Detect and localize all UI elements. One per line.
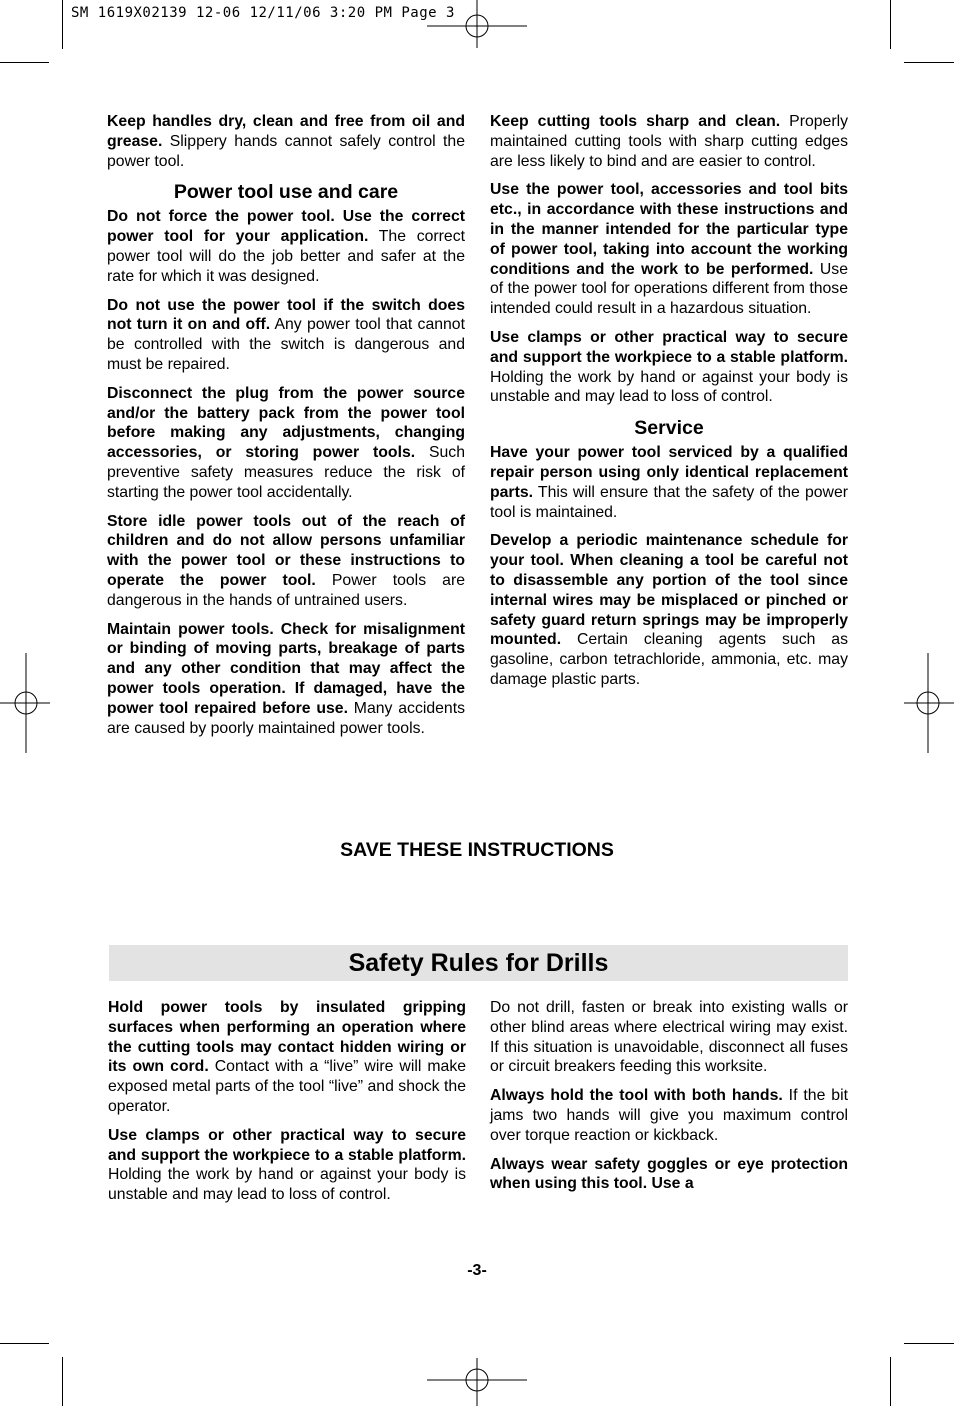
rule-lead: Use clamps or other practical way to secure and support the workpiece to a stable platform. — [108, 1126, 466, 1164]
registration-mark-icon — [0, 653, 50, 753]
rule-paragraph — [490, 112, 848, 171]
rule-paragraph — [107, 512, 465, 611]
rule-lead: Keep cutting tools sharp and clean. — [490, 113, 781, 130]
rule-lead: Do not force the power tool. Use the correct power tool for your application. — [107, 208, 465, 246]
rule-lead: Maintain power tools. Check for misalignment or binding of moving parts, breakage of parts and any other condition that may affect the power tools operation. If damaged, have the power tool repaired before use. — [107, 620, 465, 717]
rule-paragraph — [107, 296, 465, 375]
page-number: -3- — [467, 1262, 487, 1279]
rule-text: Slippery hands cannot safely control the power tool. — [107, 132, 465, 170]
section-banner: Safety Rules for Drills — [109, 945, 848, 981]
rule-text: Contact with a “live” wire will make exposed metal parts of the tool “live” and shock the operator. — [108, 1058, 467, 1115]
rule-paragraph — [490, 443, 848, 522]
rule-paragraph — [107, 384, 465, 503]
rule-lead: Disconnect the plug from the power source and/or the battery pack from the power tool before making any adjustments, changing accessories, or storing power tools. — [107, 384, 465, 462]
crop-mark — [904, 62, 954, 63]
rule-text: Power tools are dangerous in the hands of untrained users. — [107, 571, 465, 609]
print-slug: SM 1619X02139 12-06 12/11/06 3:20 PM Page 3 — [71, 5, 455, 21]
save-instructions-heading: SAVE THESE INSTRUCTIONS — [340, 839, 614, 861]
rule-paragraph — [108, 998, 466, 1117]
rule-lead: Store idle power tools out of the reach of children and do not allow persons unfamiliar with the power tool or these instructions to operate the power tool. — [107, 512, 465, 589]
rule-paragraph — [107, 112, 465, 171]
rule-lead: Develop a periodic maintenance schedule for your tool. When cleaning a tool be careful not to disassemble any portion of the tool since internal wires may be misplaced or pinched or safety guard return springs may be improperly mounted. — [490, 532, 848, 649]
rule-paragraph — [490, 328, 848, 407]
rule-lead: Have your power tool serviced by a qualified repair person using only identical replacement parts. — [490, 444, 848, 501]
rule-lead: Always hold the tool with both hands. — [490, 1087, 783, 1105]
rule-paragraph — [490, 1086, 848, 1145]
registration-mark-icon — [427, 1356, 527, 1406]
rule-lead: Use the power tool, accessories and tool bits etc., in accordance with these instructions and in the manner intended for the particular type of power tool, taking into account the working conditions and the work to be performed. — [490, 181, 848, 278]
right-column — [490, 112, 848, 699]
registration-mark-icon — [427, 0, 527, 50]
rule-paragraph — [107, 207, 465, 286]
crop-mark — [62, 1357, 63, 1406]
rule-lead: Hold power tools by insulated gripping surfaces when performing an operation where the cutting tools may contact hidden wiring or its own cord. — [108, 999, 466, 1076]
crop-mark — [904, 1343, 954, 1344]
rule-text: Any power tool that cannot be controlled with the switch is dangerous and must be repaired. — [107, 316, 465, 373]
rule-lead: Do not use the power tool if the switch does not turn it on and off. — [107, 296, 465, 334]
rule-lead: Always wear safety goggles or eye protection when using this tool. Use a — [490, 1155, 848, 1193]
section-heading: Power tool use and care — [173, 181, 399, 204]
rule-text: Properly maintained cutting tools with sharp cutting edges are less likely to bind and are easier to control. — [490, 113, 848, 170]
rule-paragraph — [108, 1126, 466, 1205]
drills-right-column — [490, 998, 848, 1203]
rule-lead: Use clamps or other practical way to secure and support the workpiece to a stable platform. — [490, 328, 848, 366]
rule-lead: Keep handles dry, clean and free from oil and grease. — [107, 113, 465, 150]
drills-left-column — [108, 998, 466, 1214]
rule-text: Certain cleaning agents such as gasoline, carbon tetrachloride, ammonia, etc. may damage plastic parts. — [490, 631, 848, 688]
crop-mark — [0, 62, 49, 63]
section-heading: Service — [634, 417, 704, 440]
registration-mark-icon — [904, 653, 954, 753]
crop-mark — [890, 0, 891, 49]
crop-mark — [890, 1357, 891, 1406]
rule-text: Many accidents are caused by poorly maintained power tools. — [107, 699, 465, 737]
rule-paragraph — [490, 998, 848, 1077]
left-column — [107, 112, 465, 747]
rule-text: The correct power tool will do the job better and safer at the rate for which it was designed. — [107, 228, 465, 285]
crop-mark — [0, 1343, 49, 1344]
rule-text: Holding the work by hand or against your body is unstable and may lead to loss of control. — [108, 1166, 466, 1204]
rule-text: Holding the work by hand or against your body is unstable and may lead to loss of control. — [490, 368, 848, 406]
rule-paragraph — [490, 180, 848, 319]
rule-text: Such preventive safety measures reduce the risk of starting the power tool accidentally. — [107, 444, 465, 501]
rule-text: Use of the power tool for operations different from those intended could result in a hazardous situation. — [490, 260, 848, 318]
rule-paragraph — [490, 1155, 848, 1195]
rule-paragraph — [490, 531, 848, 689]
rule-paragraph — [107, 620, 465, 739]
rule-text: This will ensure that the safety of the power tool is maintained. — [490, 483, 848, 521]
rule-text: Do not drill, fasten or break into existing walls or other blind areas where electrical wiring may exist. If this situation is unavoidable, disconnect all fuses or circuit breakers feeding this worksite. — [490, 999, 848, 1076]
rule-text: If the bit jams two hands will give you maximum control over torque reaction or kickback. — [490, 1087, 848, 1144]
crop-mark — [62, 0, 63, 49]
